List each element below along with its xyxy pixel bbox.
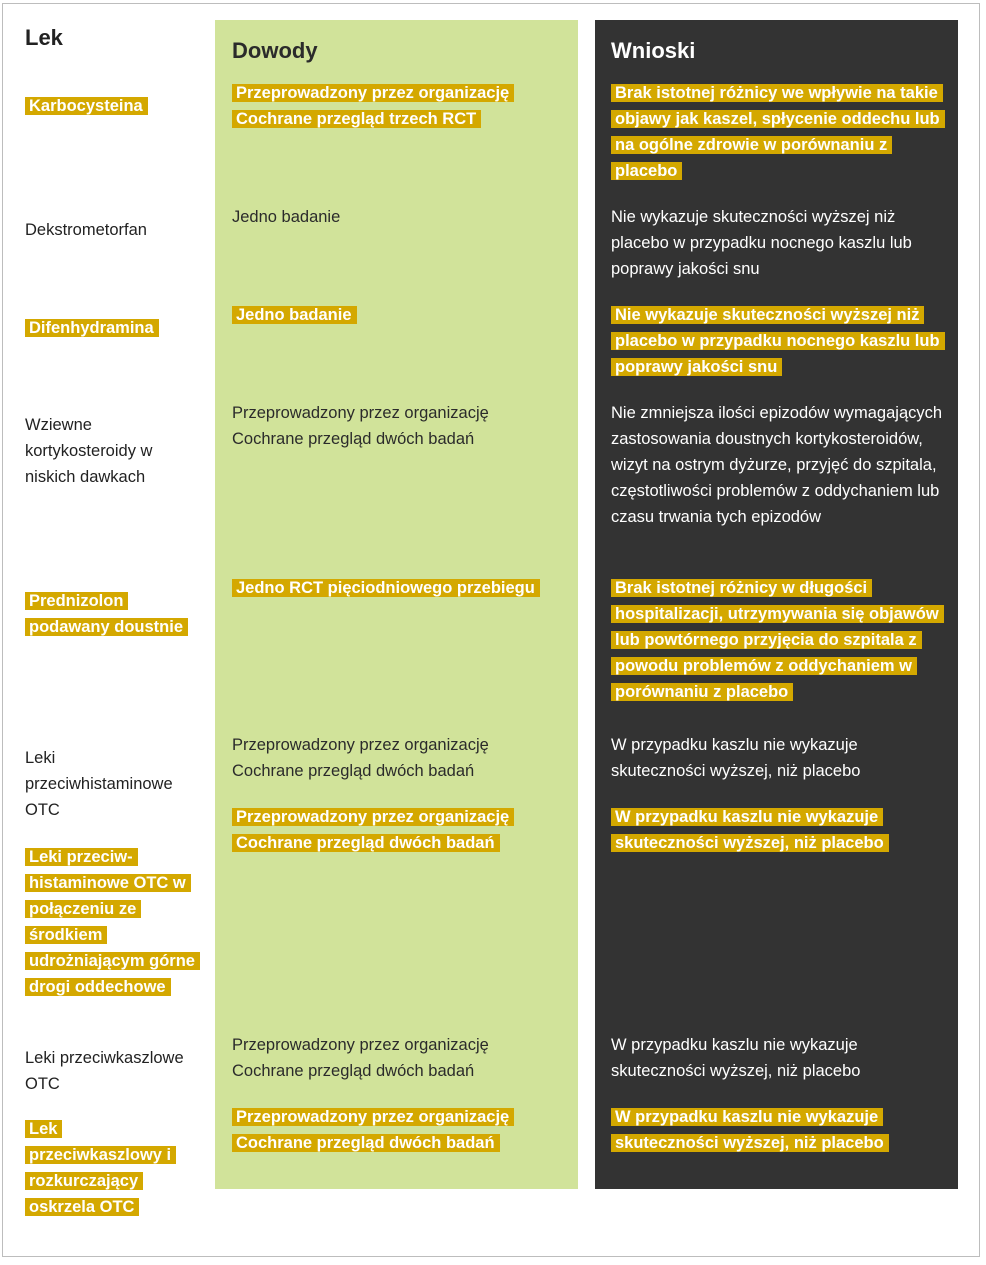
wnioski-text: Brak istotnej różnicy w długości hospitalizacji, utrzymywania się objawów lub powtórnego przyjęcia do szpitala z powodu problemów z oddychaniem w porównaniu z placebo bbox=[611, 579, 944, 701]
dowody-text: Przeprowadzony przez organizację Cochrane przegląd dwóch badań bbox=[232, 736, 489, 780]
wnioski-text: W przypadku kaszlu nie wykazuje skuteczności wyższej, niż placebo bbox=[611, 1036, 861, 1080]
row-wnioski bbox=[611, 400, 951, 530]
row-dowody bbox=[232, 1104, 572, 1156]
lek-text: Difenhydramina bbox=[25, 319, 159, 337]
row-dowody bbox=[232, 575, 572, 601]
row-dowody bbox=[232, 80, 572, 132]
row-wnioski bbox=[611, 204, 951, 282]
row-lek bbox=[25, 315, 197, 341]
row-dowody bbox=[232, 204, 572, 230]
row-wnioski bbox=[611, 302, 951, 380]
row-wnioski bbox=[611, 1032, 896, 1084]
lek-text: Leki przeciwkaszlowe OTC bbox=[25, 1049, 184, 1093]
wnioski-text: W przypadku kaszlu nie wykazuje skuteczności wyższej, niż placebo bbox=[611, 808, 889, 852]
dowody-text: Jedno badanie bbox=[232, 306, 357, 324]
row-lek bbox=[25, 1116, 190, 1220]
lek-text: Karbocysteina bbox=[25, 97, 148, 115]
wnioski-text: Nie wykazuje skuteczności wyższej niż placebo w przypadku nocnego kaszlu lub poprawy jakości snu bbox=[611, 208, 912, 278]
lek-text: Leki przeciw-histaminowe OTC w połączeniu ze środkiem udrożniającym górne drogi oddechowe bbox=[25, 848, 200, 996]
dowody-text: Jedno badanie bbox=[232, 208, 341, 226]
row-dowody bbox=[232, 400, 522, 452]
row-lek bbox=[25, 844, 197, 1000]
row-dowody bbox=[232, 302, 572, 328]
wnioski-text: Nie zmniejsza ilości epizodów wymagających zastosowania doustnych kortykosteroidów, wizyt na ostrym dyżurze, przyjęć do szpitala, częstotliwości problemów z oddychaniem lub czasu trwania tych epizodów bbox=[611, 404, 943, 526]
row-wnioski bbox=[611, 804, 911, 856]
lek-text: Prednizolon podawany doustnie bbox=[25, 592, 188, 636]
header-lek: Lek bbox=[25, 25, 63, 50]
row-wnioski bbox=[611, 1104, 911, 1156]
lek-text: Wziewne kortykosteroidy w niskich dawkach bbox=[25, 416, 153, 486]
dowody-column-background bbox=[215, 20, 578, 1189]
dowody-text: Przeprowadzony przez organizację Cochrane przegląd dwóch badań bbox=[232, 404, 489, 448]
row-lek bbox=[25, 745, 190, 823]
lek-text: Leki przeciwhistaminowe OTC bbox=[25, 749, 173, 819]
header-dowody: Dowody bbox=[232, 38, 318, 63]
dowody-text: Przeprowadzony przez organizację Cochrane przegląd trzech RCT bbox=[232, 84, 514, 128]
lek-text: Lek przeciwkaszlowy i rozkurczający oskrzela OTC bbox=[25, 1120, 176, 1216]
row-lek bbox=[25, 93, 197, 119]
wnioski-text: Nie wykazuje skuteczności wyższej niż placebo w przypadku nocnego kaszlu lub poprawy jakości snu bbox=[611, 306, 945, 376]
header-wnioski: Wnioski bbox=[611, 38, 696, 63]
row-lek bbox=[25, 1045, 197, 1097]
wnioski-text: Brak istotnej różnicy we wpływie na takie objawy jak kaszel, spłycenie oddechu lub na ogólne zdrowie w porównaniu z placebo bbox=[611, 84, 945, 180]
lek-text: Dekstrometorfan bbox=[25, 221, 147, 239]
dowody-text: Jedno RCT pięciodniowego przebiegu bbox=[232, 579, 540, 597]
row-wnioski bbox=[611, 732, 896, 784]
row-dowody bbox=[232, 732, 522, 784]
row-lek bbox=[25, 412, 175, 490]
dowody-text: Przeprowadzony przez organizację Cochrane przegląd dwóch badań bbox=[232, 808, 514, 852]
row-lek bbox=[25, 217, 197, 243]
row-wnioski bbox=[611, 80, 951, 184]
row-dowody bbox=[232, 804, 572, 856]
wnioski-text: W przypadku kaszlu nie wykazuje skuteczności wyższej, niż placebo bbox=[611, 736, 861, 780]
row-wnioski bbox=[611, 575, 951, 705]
row-dowody bbox=[232, 1032, 522, 1084]
dowody-text: Przeprowadzony przez organizację Cochrane przegląd dwóch badań bbox=[232, 1036, 489, 1080]
dowody-text: Przeprowadzony przez organizację Cochrane przegląd dwóch badań bbox=[232, 1108, 514, 1152]
wnioski-text: W przypadku kaszlu nie wykazuje skuteczności wyższej, niż placebo bbox=[611, 1108, 889, 1152]
row-lek bbox=[25, 588, 197, 640]
